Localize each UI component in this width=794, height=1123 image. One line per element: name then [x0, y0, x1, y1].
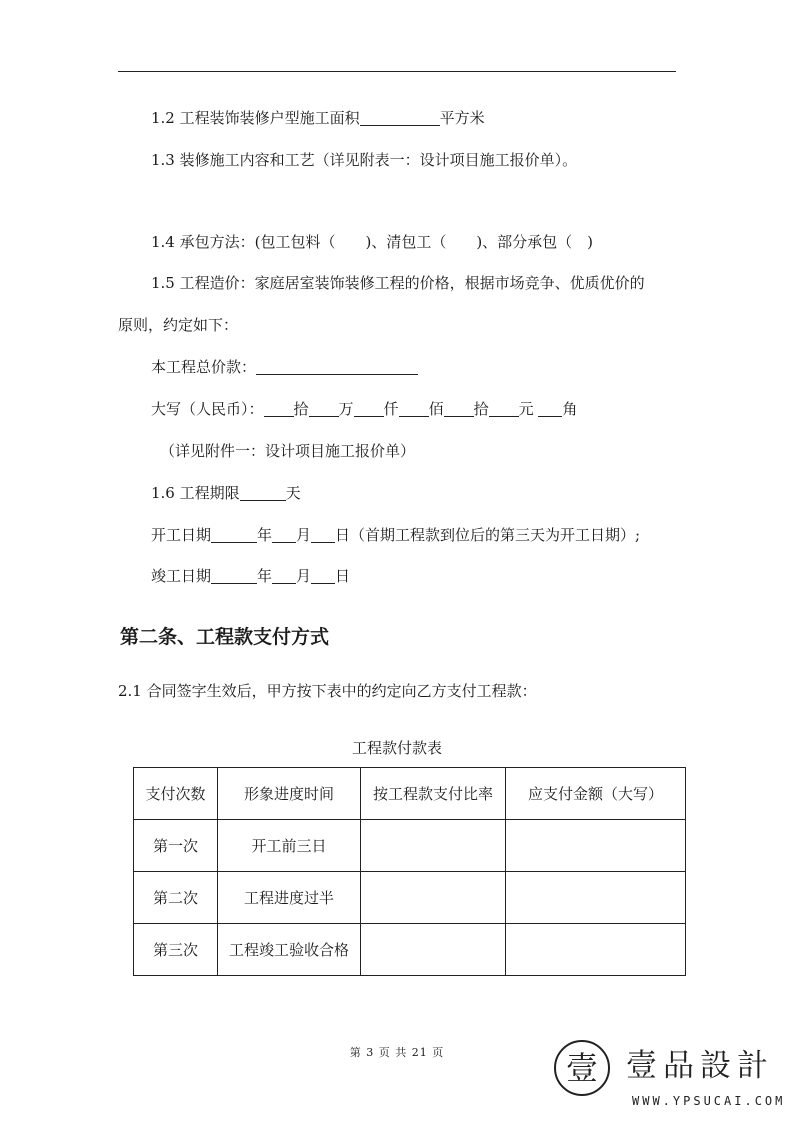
section-2-heading: 第二条、工程款支付方式 — [120, 626, 330, 648]
end-date-label: 竣工日期 — [151, 567, 212, 585]
unit-bai: 佰 — [428, 400, 444, 418]
year-blank — [211, 568, 257, 584]
clause-1-4: 1.4 承包方法：(包工包料（ )、清包工（ )、部分承包（ ) — [151, 233, 594, 251]
clause-1-6 — [151, 483, 301, 503]
unit-shi: 拾 — [293, 400, 309, 418]
capital-amount-line — [151, 399, 577, 419]
clause-1-3: 1.3 装修施工内容和工艺（详见附表一：设计项目施工报价单）。 — [151, 151, 578, 169]
table-cell — [361, 924, 506, 976]
unit-shi-2: 拾 — [473, 400, 489, 418]
see-attachment-note: （详见附件一：设计项目施工报价单） — [160, 442, 416, 460]
blank — [309, 401, 339, 417]
month-unit: 月 — [296, 526, 312, 544]
column-header: 支付次数 — [134, 768, 218, 820]
blank — [264, 401, 294, 417]
year-unit: 年 — [257, 526, 273, 544]
table-cell — [506, 924, 686, 976]
table-cell: 第二次 — [134, 872, 218, 924]
table-cell: 开工前三日 — [218, 820, 361, 872]
table-cell: 工程进度过半 — [218, 872, 361, 924]
unit-qian: 仟 — [383, 400, 399, 418]
watermark-url: WWW.YPSUCAI.COM — [632, 1094, 786, 1108]
clause-1-5-line1: 1.5 工程造价：家庭居室装饰装修工程的价格，根据市场竞争、优质优价的 — [151, 274, 645, 292]
table-cell: 第一次 — [134, 820, 218, 872]
table-cell — [361, 872, 506, 924]
table-cell — [361, 820, 506, 872]
end-date-line — [151, 566, 350, 586]
clause-1-6-unit: 天 — [285, 484, 301, 502]
total-price-line — [151, 357, 418, 377]
day-blank — [311, 527, 335, 543]
area-blank — [360, 110, 440, 126]
clause-1-2 — [151, 108, 485, 128]
unit-wan: 万 — [338, 400, 354, 418]
seal-logo-icon — [552, 1038, 612, 1098]
clause-1-2-unit: 平方米 — [439, 109, 485, 127]
start-date-label: 开工日期 — [151, 526, 212, 544]
payment-table — [133, 767, 686, 976]
table-cell: 工程竣工验收合格 — [218, 924, 361, 976]
seal-char: 壹 — [565, 1049, 599, 1087]
table-row — [134, 924, 686, 976]
blank — [399, 401, 429, 417]
clause-1-6-label: 1.6 工程期限 — [151, 484, 240, 502]
page-footer: 第 3 页 共 21 页 — [349, 1046, 445, 1059]
month-unit: 月 — [296, 567, 312, 585]
clause-1-2-text: 1.2 工程装饰装修户型施工面积 — [151, 109, 360, 127]
blank — [489, 401, 519, 417]
day-unit: 日 — [335, 567, 351, 585]
total-price-blank — [256, 359, 418, 375]
blank — [444, 401, 474, 417]
column-header: 形象进度时间 — [218, 768, 361, 820]
blank — [354, 401, 384, 417]
year-blank — [211, 527, 257, 543]
unit-jiao: 角 — [562, 400, 578, 418]
column-header: 应支付金额（大写） — [506, 768, 686, 820]
watermark-name: 壹品設計 — [626, 1048, 774, 1084]
table-cell — [506, 872, 686, 924]
clause-1-5-line2: 原则，约定如下： — [118, 316, 239, 334]
blank — [538, 401, 562, 417]
total-price-label: 本工程总价款： — [151, 358, 257, 376]
column-header: 按工程款支付比率 — [361, 768, 506, 820]
table-row — [134, 820, 686, 872]
clause-2-1: 2.1 合同签字生效后，甲方按下表中的约定向乙方支付工程款： — [118, 682, 537, 700]
month-blank — [272, 527, 296, 543]
month-blank — [272, 568, 296, 584]
table-row — [134, 872, 686, 924]
table-cell: 第三次 — [134, 924, 218, 976]
year-unit: 年 — [257, 567, 273, 585]
duration-blank — [240, 485, 286, 501]
start-date-note: 日（首期工程款到位后的第三天为开工日期）; — [335, 526, 641, 544]
watermark — [552, 1038, 786, 1108]
unit-yuan: 元 — [518, 400, 534, 418]
table-caption: 工程款付款表 — [351, 739, 442, 757]
table-cell — [506, 820, 686, 872]
start-date-line — [151, 525, 640, 545]
header-rule — [118, 71, 676, 72]
table-header-row — [134, 768, 686, 820]
day-blank — [311, 568, 335, 584]
capital-amount-label: 大写（人民币）： — [151, 400, 264, 418]
